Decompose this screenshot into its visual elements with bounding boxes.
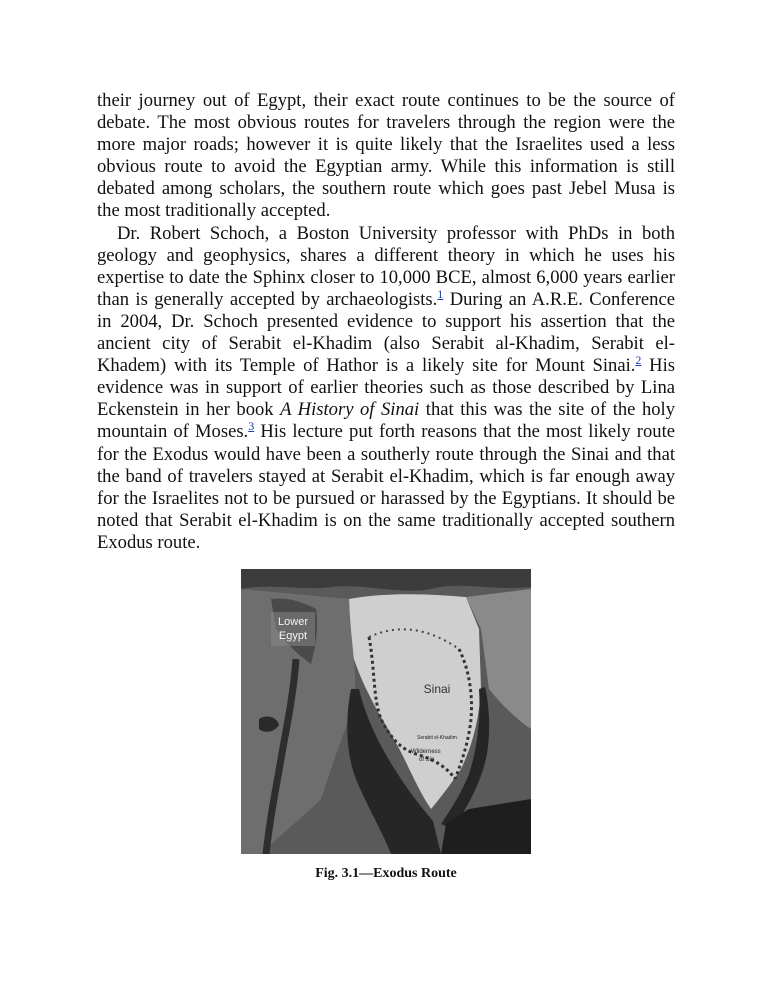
lower-egypt-label-line2: Egypt	[278, 630, 308, 642]
lower-egypt-label-line1: Lower	[278, 616, 308, 628]
text-run: His evidence was in support of earlier theories such as those described by Lina Eckenstein in her book	[97, 355, 675, 421]
text-run: their journey out of Egypt, their exact route continues to be the source of debate. The most obvious routes for travelers through the region were the more major roads; however it is quite likely that the Israelites used a less obvious route to avoid the Egyptian army. While this information is still debated among scholars, the southern route which goes past Jebel Musa is the most traditionally accepted.	[97, 90, 675, 222]
footnote-link[interactable]: 3	[248, 419, 255, 434]
figure-caption: Fig. 3.1—Exodus Route	[315, 866, 457, 881]
sinai-label: Sinai	[423, 682, 451, 696]
text-run: Dr. Robert Schoch, a Boston University professor with PhDs in both geology and geophysics, shares a different theory in which he uses his expertise to date the Sphinx closer to 10,000 BCE, almost 6,000 years earlier than is generally accepted by archaeologists.	[97, 222, 675, 310]
text-run: During an A.R.E. Conference in 2004, Dr. Schoch presented evidence to support his assertion that the ancient city of Serabit el-Khadim (also Serabit al-Khadim, Serabit el-Khadem) with its Temple of Hathor is a likely site for Mount Sinai.	[97, 288, 675, 377]
footnote-link[interactable]: 1	[437, 286, 444, 301]
book-title: A History of Sinai	[280, 399, 420, 421]
body-text	[97, 90, 675, 554]
paragraph	[97, 223, 675, 554]
exodus-route-map	[241, 569, 531, 854]
wilderness-label-line1: Wilderness	[411, 749, 441, 755]
text-run: His lecture put forth reasons that the most likely route for the Exodus would have been a southerly route through the Sinai and that the band of travelers stayed at Serabit el-Khadim, which is far enough away for the Israelites not to be pursued or harassed by the Egyptians. It should be noted that Serabit el-Khadim is on the same traditionally accepted southern Exodus route.	[97, 421, 675, 553]
paragraph	[97, 90, 675, 223]
wilderness-label-line2: of Sin	[419, 757, 435, 763]
serabit-label: Serabit el-Khadim	[417, 735, 457, 741]
text-run: that this was the site of the holy mountain of Moses.	[97, 399, 675, 443]
footnote-link[interactable]: 2	[635, 352, 642, 367]
